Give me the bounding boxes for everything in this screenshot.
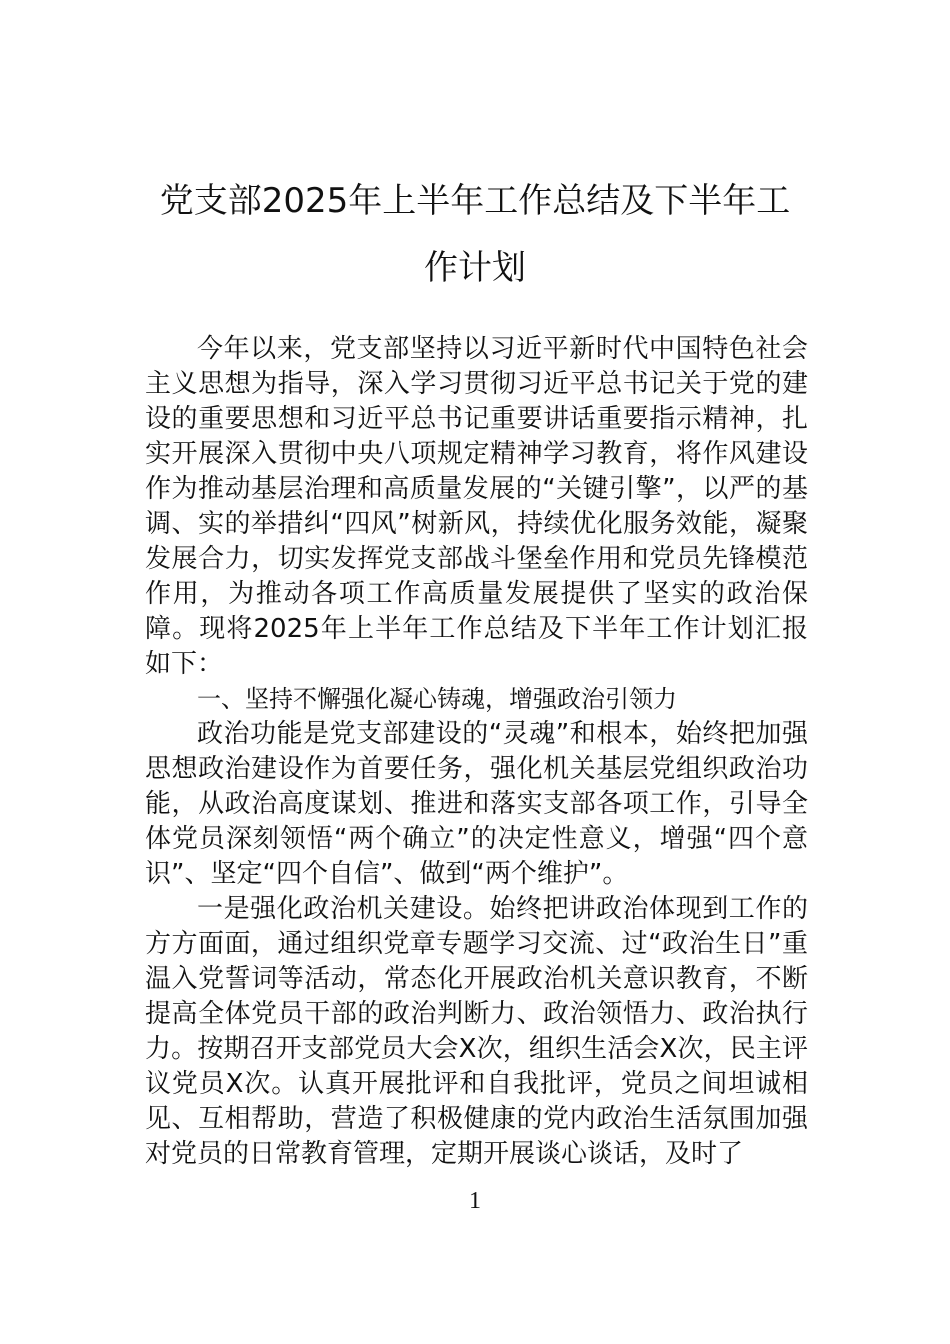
document-title-line-1: 党支部2025年上半年工作总结及下半年工 bbox=[159, 181, 791, 221]
intro-paragraph: 今年以来，党支部坚持以习近平新时代中国特色社会主义思想为指导，深入学习贯彻习近平总书记关于党的建设的重要思想和习近平总书记重要讲话重要指示精神，扎实开展深入贯彻中央八项规定精神学习教育，将作风建设作为推动基层治理和高质量发展的“关键引擎”，以严的基调、实的举措纠“四风”树新风，持续优化服务效能，凝聚发展合力，切实发挥党支部战斗堡垒作用和党员先锋模范作用，为推动各项工作高质量发展提供了坚实的政治保障。现将2025年上半年工作总结及下半年工作计划汇报如下： bbox=[145, 334, 808, 679]
page-number: 1 bbox=[469, 1188, 481, 1214]
document-body bbox=[145, 332, 808, 1172]
document-title-line-2: 作计划 bbox=[424, 248, 526, 288]
section-intro-paragraph: 政治功能是党支部建设的“灵魂”和根本，始终把加强思想政治建设作为首要任务，强化机关基层党组织政治功能，从政治高度谋划、推进和落实支部各项工作，引导全体党员深刻领悟“两个确立”的决定性意义，增强“四个意识”、坚定“四个自信”、做到“两个维护”。 bbox=[145, 719, 808, 889]
section-item-paragraph: 一是强化政治机关建设。始终把讲政治体现到工作的方方面面，通过组织党章专题学习交流、过“政治生日”重温入党誓词等活动，常态化开展政治机关意识教育，不断提高全体党员干部的政治判断力、政治领悟力、政治执行力。按期召开支部党员大会X次，组织生活会X次，民主评议党员X次。认真开展批评和自我批评，党员之间坦诚相见、互相帮助，营造了积极健康的党内政治生活氛围加强对党员的日常教育管理，定期开展谈心谈话，及时了 bbox=[145, 894, 808, 1169]
section-heading: 一、坚持不懈强化凝心铸魂，增强政治引领力 bbox=[197, 685, 677, 713]
